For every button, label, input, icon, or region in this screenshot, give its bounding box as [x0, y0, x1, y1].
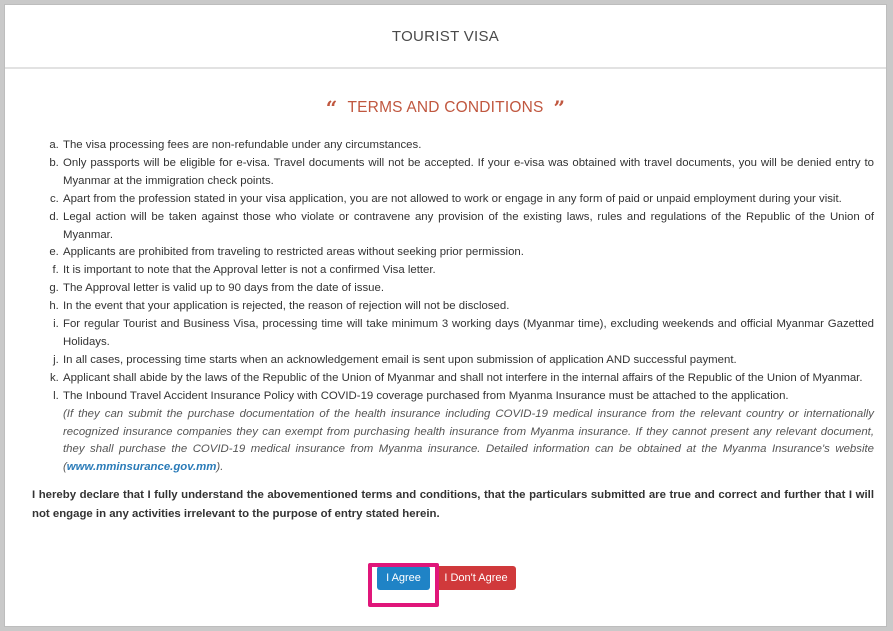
terms-item-insurance — [62, 388, 874, 478]
terms-heading — [5, 96, 886, 120]
terms-item: f. It is important to note that the Approval letter is not a confirmed Visa letter. — [62, 262, 874, 280]
page-title: TOURIST VISA — [391, 27, 500, 45]
terms-item: a. The visa processing fees are non-refundable under any circumstances. — [62, 137, 874, 155]
visa-terms-panel — [4, 4, 887, 627]
action-buttons — [0, 566, 893, 590]
disagree-button[interactable]: I Don't Agree — [436, 566, 516, 590]
declaration-text: I hereby declare that I fully understand the abovementioned terms and conditions, that the particulars submitted are true and correct and further that I will not engage in any activities irrelevant to the purpose of entry stated herein. — [32, 489, 874, 520]
close-quote-icon: ” — [553, 96, 566, 120]
agree-button[interactable]: I Agree — [377, 566, 430, 590]
terms-item: h. In the event that your application is rejected, the reason of rejection will not be disclosed. — [62, 298, 874, 316]
insurance-note — [63, 406, 874, 478]
page-header — [5, 5, 886, 69]
insurance-note-end: ). — [216, 461, 224, 474]
terms-item: c. Apart from the profession stated in your visa application, you are not allowed to work or engage in any form of paid or unpaid employment during your visit. — [62, 191, 874, 209]
terms-item: g. The Approval letter is valid up to 90 days from the date of issue. — [62, 280, 874, 298]
terms-title: TERMS AND CONDITIONS — [347, 99, 544, 116]
terms-item: d. Legal action will be taken against those who violate or contravene any provision of the existing laws, rules and regulations of the Republic of the Union of Myanmar. — [62, 209, 874, 245]
terms-item: k. Applicant shall abide by the laws of the Republic of the Union of Myanmar and shall not interfere in the internal affairs of the Republic of the Union of Myanmar. — [62, 370, 874, 388]
terms-item: j. In all cases, processing time starts when an acknowledgement email is sent upon submission of application AND successful payment. — [62, 352, 874, 370]
terms-item-text: The Inbound Travel Accident Insurance Policy with COVID-19 coverage purchased from Myanma Insurance must be attached to the application. — [63, 389, 789, 402]
terms-list — [5, 137, 886, 477]
terms-item: b. Only passports will be eligible for e-visa. Travel documents will not be accepted. If your e-visa was obtained with travel documents, you will be denied entry to Myanmar at the immigration check points. — [62, 155, 874, 191]
insurance-note-text: (If they can submit the purchase documentation of the health insurance including COVID-19 medical insurance from the relevant country or internationally recognized insurance companies they can exempt from purchasing health insurance from Myanma insurance. If they cannot present any relevant document, they shall purchase the COVID-19 medical insurance from Myanma insurance. Detailed information can be obtained at the Myanma Insurance's website ( — [63, 407, 874, 474]
terms-item: i. For regular Tourist and Business Visa, processing time will take minimum 3 working days (Myanmar time), excluding weekends and official Myanmar Gazetted Holidays. — [62, 316, 874, 352]
insurance-website-link[interactable]: www.mminsurance.gov.mm — [66, 461, 217, 474]
open-quote-icon: “ — [325, 96, 338, 120]
terms-item: e. Applicants are prohibited from traveling to restricted areas without seeking prior permission. — [62, 244, 874, 262]
